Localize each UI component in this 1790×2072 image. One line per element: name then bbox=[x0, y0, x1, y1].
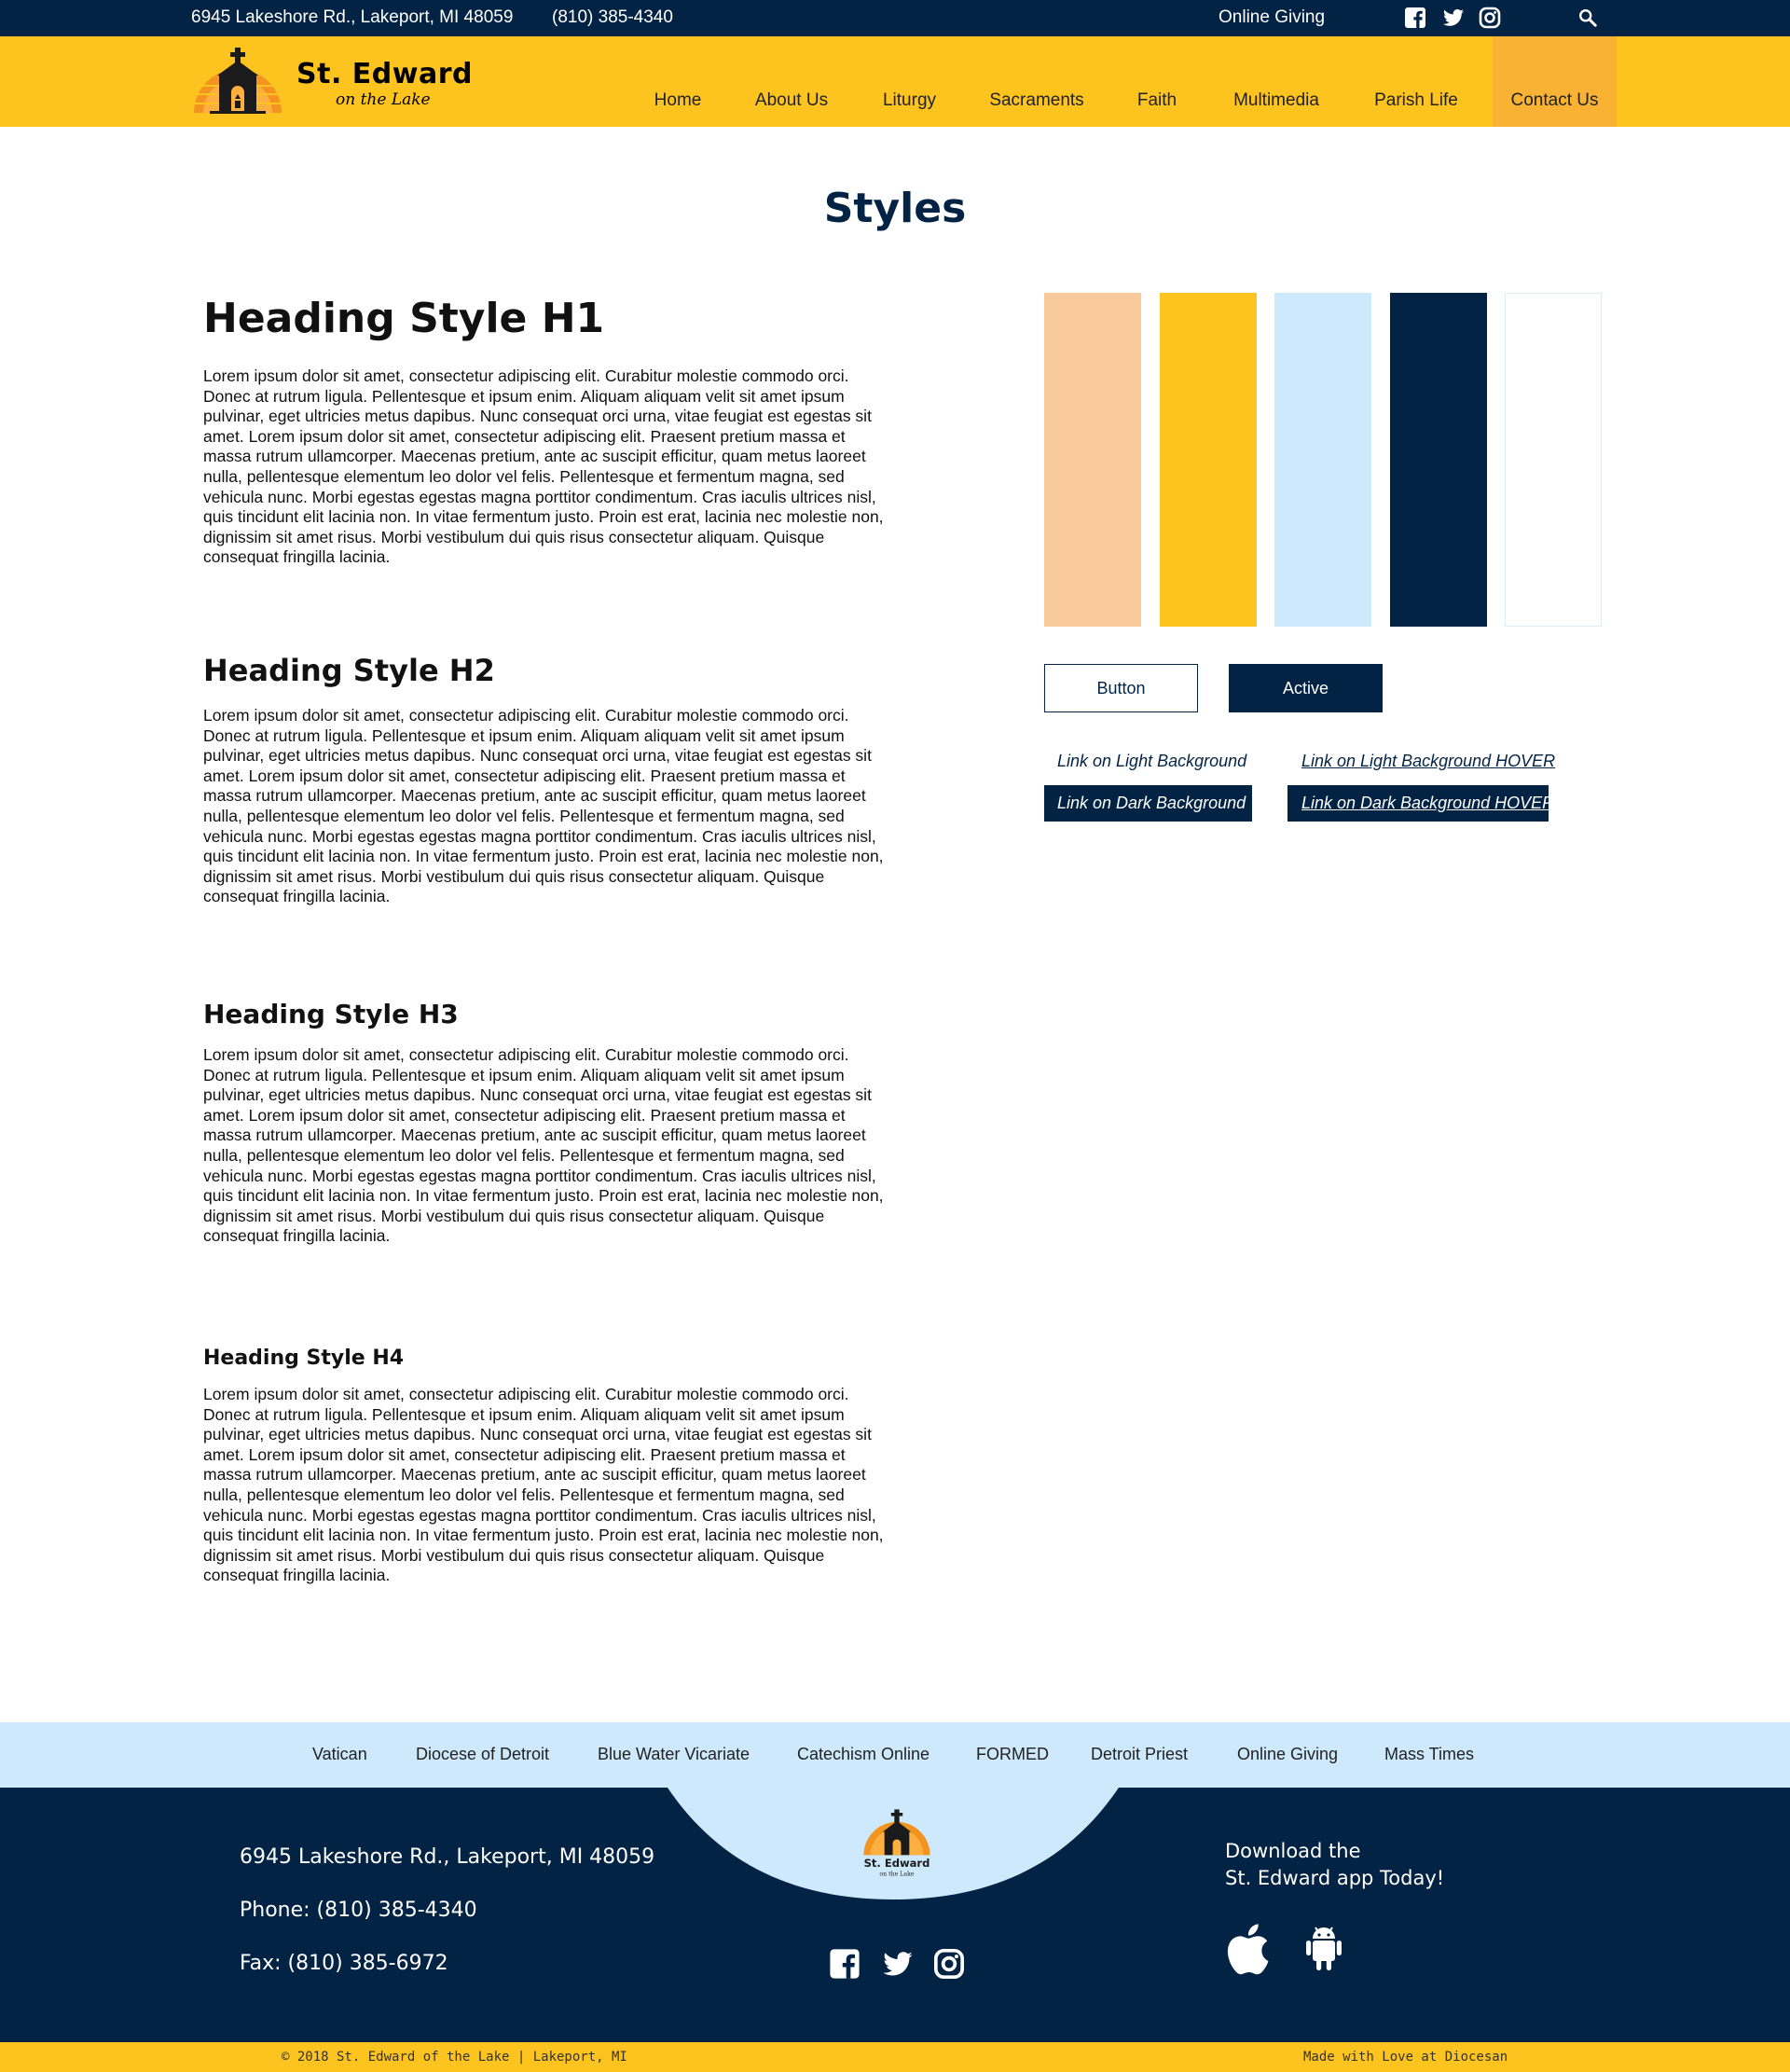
facebook-icon[interactable] bbox=[829, 1948, 861, 1980]
top-address: 6945 Lakeshore Rd., Lakeport, MI 48059 bbox=[191, 7, 514, 27]
heading-h2: Heading Style H2 bbox=[203, 653, 495, 688]
nav-sacraments[interactable]: Sacraments bbox=[989, 90, 1084, 110]
heading-h1: Heading Style H1 bbox=[203, 295, 605, 342]
header bbox=[0, 36, 1790, 127]
link-dark-background[interactable]: Link on Dark Background bbox=[1057, 794, 1246, 812]
paragraph-h3: Lorem ipsum dolor sit amet, consectetur adipiscing elit. Curabitur molestie commodo orci. Donec at rutrum ligula. Pellentesque et ipsum enim. Aliquam aliquam velit sit amet ipsum pulvinar, eget ultricies metus dapibus. Nunc consequat orci urna, vitae feugiat est egestas sit amet. Lorem ipsum dolor sit amet, consectetur adipiscing elit. Praesent pretium massa et massa rutrum ullamcorper. Maecenas pretium, ante ac suscipit efficitur, quam metus laoreet nulla, pellentesque elementum leo dolor vel felis. Pellentesque et fermentum magna, sed vehicula nunc. Morbi egestas egestas magna porttitor condimentum. Cras iaculis ultrices nisl, quis tincidunt elit lacinia non. In vitae fermentum justo. Proin est erat, lacinia nec molestie non, dignissim sit amet risus. Morbi vestibulum dui quis risus consectetur aliquam. Quisque consequat fringilla lacinia. bbox=[203, 1045, 884, 1246]
footer-fax: Fax: (810) 385-6972 bbox=[240, 1952, 448, 1975]
nav-multimedia[interactable]: Multimedia bbox=[1233, 90, 1319, 110]
link-dark-background-hover[interactable]: Link on Dark Background HOVER bbox=[1301, 794, 1555, 812]
search-icon[interactable] bbox=[1577, 7, 1598, 28]
heading-h3: Heading Style H3 bbox=[203, 999, 459, 1029]
logo[interactable] bbox=[191, 48, 499, 117]
twitter-icon[interactable] bbox=[1441, 7, 1464, 29]
online-giving-link[interactable]: Online Giving bbox=[1219, 7, 1326, 27]
logo-name: St. Edward bbox=[296, 58, 473, 90]
instagram-icon[interactable] bbox=[933, 1948, 965, 1980]
footer-link-mass-times[interactable]: Mass Times bbox=[1384, 1745, 1475, 1763]
nav-faith[interactable]: Faith bbox=[1136, 90, 1177, 110]
nav-contact-us[interactable]: Contact Us bbox=[1493, 36, 1617, 127]
bottom-bar bbox=[0, 2042, 1790, 2072]
paragraph-h2: Lorem ipsum dolor sit amet, consectetur adipiscing elit. Curabitur molestie commodo orci. Donec at rutrum ligula. Pellentesque et ipsum enim. Aliquam aliquam velit sit amet ipsum pulvinar, eget ultricies metus dapibus. Nunc consequat orci urna, vitae feugiat est egestas sit amet. Lorem ipsum dolor sit amet, consectetur adipiscing elit. Praesent pretium massa et massa rutrum ullamcorper. Maecenas pretium, ante ac suscipit efficitur, quam metus laoreet nulla, pellentesque elementum leo dolor vel felis. Pellentesque et fermentum magna, sed vehicula nunc. Morbi egestas egestas magna porttitor condimentum. Cras iaculis ultrices nisl, quis tincidunt elit lacinia non. In vitae fermentum justo. Proin est erat, lacinia nec molestie non, dignissim sit amet risus. Morbi vestibulum dui quis risus consectetur aliquam. Quisque consequat fringilla lacinia. bbox=[203, 706, 884, 906]
footer-social-icons bbox=[829, 1948, 965, 1980]
church-logo-icon bbox=[855, 1805, 939, 1880]
top-social-icons bbox=[1404, 7, 1501, 29]
footer-link-blue-water[interactable]: Blue Water Vicariate bbox=[598, 1745, 750, 1763]
nav-liturgy[interactable]: Liturgy bbox=[882, 90, 937, 110]
footer-logo-name: St. Edward bbox=[863, 1856, 930, 1870]
color-swatch-light-blue bbox=[1274, 293, 1371, 627]
top-phone[interactable]: (810) 385-4340 bbox=[552, 7, 673, 27]
color-swatch-peach bbox=[1044, 293, 1141, 627]
copyright-text: © 2018 St. Edward of the Lake | Lakeport, MI bbox=[282, 2050, 627, 2065]
link-light-background[interactable]: Link on Light Background bbox=[1057, 752, 1247, 770]
sample-button[interactable]: Button bbox=[1044, 664, 1198, 712]
app-download-title bbox=[1225, 1838, 1444, 1892]
app-title-line1: Download the bbox=[1225, 1840, 1361, 1862]
color-swatch-navy bbox=[1390, 293, 1487, 627]
footer-link-detroit-priest[interactable]: Detroit Priest bbox=[1091, 1745, 1189, 1763]
app-title-line2: St. Edward app Today! bbox=[1225, 1867, 1445, 1889]
heading-h4: Heading Style H4 bbox=[203, 1347, 405, 1370]
footer-link-vatican[interactable]: Vatican bbox=[312, 1745, 367, 1763]
sample-active-button[interactable]: Active bbox=[1229, 664, 1383, 712]
paragraph-h1: Lorem ipsum dolor sit amet, consectetur adipiscing elit. Curabitur molestie commodo orci. Donec at rutrum ligula. Pellentesque et ipsum enim. Aliquam aliquam velit sit amet ipsum pulvinar, eget ultricies metus dapibus. Nunc consequat orci urna, vitae feugiat est egestas sit amet. Lorem ipsum dolor sit amet, consectetur adipiscing elit. Praesent pretium massa et massa rutrum ullamcorper. Maecenas pretium, ante ac suscipit efficitur, quam metus laoreet nulla, pellentesque elementum leo dolor vel felis. Pellentesque et fermentum magna, sed vehicula nunc. Morbi egestas egestas magna porttitor condimentum. Cras iaculis ultrices nisl, quis tincidunt elit lacinia non. In vitae fermentum justo. Proin est erat, lacinia nec molestie non, dignissim sit amet risus. Morbi vestibulum dui quis risus consectetur aliquam. Quisque consequat fringilla lacinia. bbox=[203, 366, 884, 567]
footer-link-online-giving[interactable]: Online Giving bbox=[1237, 1745, 1339, 1763]
footer-phone[interactable]: Phone: (810) 385-4340 bbox=[240, 1899, 477, 1922]
app-store-icons bbox=[1225, 1922, 1346, 1976]
nav-home[interactable]: Home bbox=[654, 90, 702, 110]
footer-logo-subtitle: on the Lake bbox=[879, 1871, 915, 1878]
link-light-background-hover[interactable]: Link on Light Background HOVER bbox=[1301, 752, 1556, 770]
nav-about-us[interactable]: About Us bbox=[754, 90, 829, 110]
apple-icon[interactable] bbox=[1225, 1922, 1270, 1976]
nav-parish-life[interactable]: Parish Life bbox=[1374, 90, 1458, 110]
instagram-icon[interactable] bbox=[1479, 7, 1501, 29]
church-logo-icon bbox=[191, 48, 284, 115]
facebook-icon[interactable] bbox=[1404, 7, 1426, 29]
color-swatch-gold bbox=[1160, 293, 1257, 627]
paragraph-h4: Lorem ipsum dolor sit amet, consectetur adipiscing elit. Curabitur molestie commodo orci. Donec at rutrum ligula. Pellentesque et ipsum enim. Aliquam aliquam velit sit amet ipsum pulvinar, eget ultricies metus dapibus. Nunc consequat orci urna, vitae feugiat est egestas sit amet. Lorem ipsum dolor sit amet, consectetur adipiscing elit. Praesent pretium massa et massa rutrum ullamcorper. Maecenas pretium, ante ac suscipit efficitur, quam metus laoreet nulla, pellentesque elementum leo dolor vel felis. Pellentesque et fermentum magna, sed vehicula nunc. Morbi egestas egestas magna porttitor condimentum. Cras iaculis ultrices nisl, quis tincidunt elit lacinia non. In vitae fermentum justo. Proin est erat, lacinia nec molestie non, dignissim sit amet risus. Morbi vestibulum dui quis risus consectetur aliquam. Quisque consequat fringilla lacinia. bbox=[203, 1385, 884, 1585]
twitter-icon[interactable] bbox=[881, 1948, 913, 1980]
footer-address: 6945 Lakeshore Rd., Lakeport, MI 48059 bbox=[240, 1845, 655, 1869]
android-icon[interactable] bbox=[1301, 1922, 1346, 1976]
top-bar bbox=[0, 0, 1790, 36]
logo-subtitle: on the Lake bbox=[336, 90, 431, 109]
footer-logo[interactable] bbox=[855, 1805, 939, 1880]
color-swatch-white bbox=[1505, 293, 1602, 627]
page-title: Styles bbox=[823, 185, 967, 232]
credit-text[interactable]: Made with Love at Diocesan bbox=[1303, 2050, 1508, 2065]
footer-link-catechism[interactable]: Catechism Online bbox=[797, 1745, 930, 1763]
footer-links-bar bbox=[0, 1722, 1790, 1788]
footer-link-formed[interactable]: FORMED bbox=[976, 1745, 1049, 1763]
footer-link-diocese[interactable]: Diocese of Detroit bbox=[416, 1745, 550, 1763]
